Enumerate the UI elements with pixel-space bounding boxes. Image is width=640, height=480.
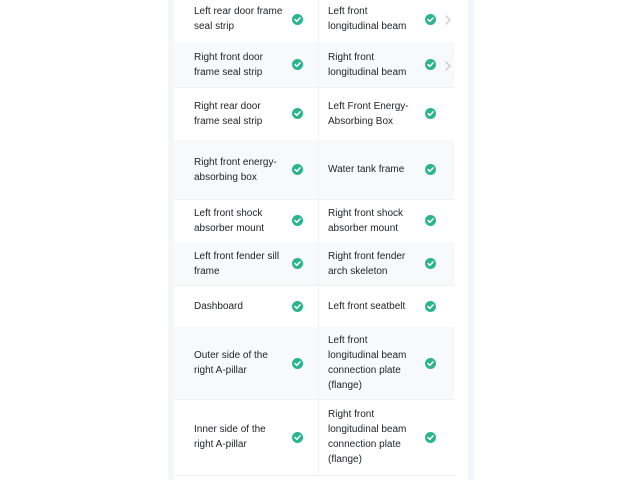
- inspection-card: [174, 0, 468, 480]
- inspection-item-right: [328, 199, 420, 242]
- inspection-item-label: Right rear door frame seal strip: [194, 100, 263, 127]
- check-circle-icon: [292, 59, 303, 70]
- check-circle-icon: [425, 59, 436, 70]
- inspection-item-right: [328, 140, 420, 199]
- inspection-item-right: [328, 42, 420, 87]
- chevron-right-icon[interactable]: [444, 59, 452, 71]
- inspection-item-right: [328, 242, 420, 285]
- inspection-item-label: Outer side of the right A-pillar: [194, 350, 268, 376]
- inspection-item-right: [328, 285, 420, 327]
- check-circle-icon: [292, 108, 303, 119]
- column-divider: [318, 140, 319, 199]
- inspection-item-label: Left front seatbelt: [328, 300, 406, 312]
- inspection-row[interactable]: [174, 285, 454, 328]
- check-circle-icon: [425, 215, 436, 226]
- inspection-item-left: [194, 140, 284, 199]
- inspection-item-label: Right front longitudinal beam: [328, 51, 407, 78]
- inspection-item-left: [194, 285, 284, 327]
- inspection-row[interactable]: [174, 327, 454, 400]
- column-divider: [318, 42, 319, 87]
- inspection-item-label: Left front longitudinal beam: [328, 6, 407, 32]
- inspection-row[interactable]: [174, 42, 454, 88]
- inspection-item-left: [194, 399, 284, 475]
- inspection-row[interactable]: [174, 242, 454, 286]
- column-divider: [318, 242, 319, 285]
- inspection-item-label: Left Front Energy-Absorbing Box: [328, 100, 409, 127]
- inspection-item-right: [328, 0, 420, 42]
- inspection-row[interactable]: [174, 0, 454, 43]
- check-circle-icon: [425, 258, 436, 269]
- inspection-row[interactable]: [174, 199, 454, 243]
- inspection-item-label: Right front door frame seal strip: [194, 51, 263, 78]
- inspection-item-label: Inner side of the right A-pillar: [194, 424, 266, 450]
- check-circle-icon: [425, 301, 436, 312]
- inspection-item-label: Dashboard: [194, 300, 243, 312]
- column-divider: [318, 399, 319, 475]
- inspection-item-label: Right front fender arch skeleton: [328, 250, 406, 277]
- check-circle-icon: [425, 164, 436, 175]
- inspection-item-label: Right front shock absorber mount: [328, 207, 404, 234]
- inspection-row[interactable]: [174, 140, 454, 200]
- inspection-item-left: [194, 199, 284, 242]
- check-circle-icon: [425, 358, 436, 369]
- check-circle-icon: [292, 164, 303, 175]
- inspection-item-left: [194, 327, 284, 399]
- inspection-item-label: Left front longitudinal beam connection plate (flange): [328, 335, 407, 391]
- check-circle-icon: [425, 14, 436, 25]
- check-circle-icon: [292, 258, 303, 269]
- check-circle-icon: [292, 358, 303, 369]
- column-divider: [318, 285, 319, 327]
- inspection-item-right: [328, 399, 420, 475]
- check-circle-icon: [292, 14, 303, 25]
- check-circle-icon: [425, 108, 436, 119]
- inspection-row[interactable]: [174, 399, 454, 476]
- inspection-item-right: [328, 327, 420, 399]
- check-circle-icon: [292, 432, 303, 443]
- inspection-item-label: Right front energy-absorbing box: [194, 156, 277, 183]
- inspection-item-label: Left rear door frame seal strip: [194, 6, 283, 32]
- inspection-item-label: Right front longitudinal beam connection plate (flange): [328, 409, 407, 465]
- chevron-right-icon[interactable]: [444, 13, 452, 25]
- column-divider: [318, 327, 319, 399]
- column-divider: [318, 87, 319, 140]
- inspection-item-left: [194, 42, 284, 87]
- inspection-item-left: [194, 0, 284, 42]
- inspection-item-label: Left front shock absorber mount: [194, 207, 265, 234]
- check-circle-icon: [292, 301, 303, 312]
- inspection-item-left: [194, 87, 284, 140]
- inspection-item-label: Water tank frame: [328, 164, 405, 175]
- inspection-item-label: Left front fender sill frame: [194, 250, 280, 277]
- check-circle-icon: [425, 432, 436, 443]
- column-divider: [318, 0, 319, 42]
- column-divider: [318, 199, 319, 242]
- inspection-item-left: [194, 242, 284, 285]
- check-circle-icon: [292, 215, 303, 226]
- inspection-item-right: [328, 87, 420, 140]
- inspection-row[interactable]: [174, 87, 454, 141]
